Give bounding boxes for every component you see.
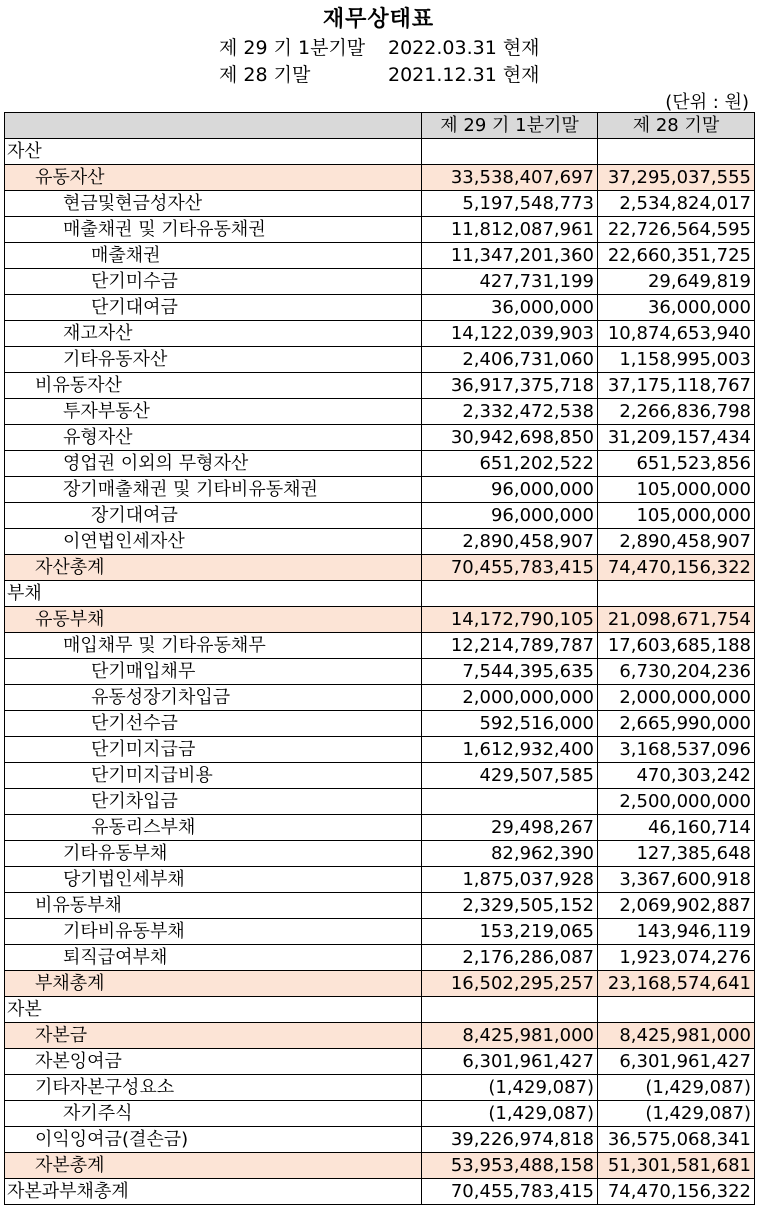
period2-value: 143,946,119 <box>598 919 755 945</box>
account-name: 비유동부채 <box>5 893 422 919</box>
table-row <box>5 945 755 971</box>
table-row <box>5 269 755 295</box>
period1-value <box>422 997 598 1023</box>
table-row <box>5 477 755 503</box>
period1-value: 11,812,087,961 <box>422 217 598 243</box>
period1-value: 36,000,000 <box>422 295 598 321</box>
period2-value: 37,295,037,555 <box>598 165 755 191</box>
account-name: 자본잉여금 <box>5 1049 422 1075</box>
account-name: 자본과부채총계 <box>5 1179 422 1205</box>
period2-value <box>598 139 755 165</box>
table-row <box>5 451 755 477</box>
table-row <box>5 1127 755 1153</box>
period2-value: 105,000,000 <box>598 503 755 529</box>
account-name: 단기선수금 <box>5 711 422 737</box>
period1-value: (1,429,087) <box>422 1101 598 1127</box>
account-name: 매출채권 <box>5 243 422 269</box>
account-name: 자본총계 <box>5 1153 422 1179</box>
period1-value: 1,612,932,400 <box>422 737 598 763</box>
account-name: 이익잉여금(결손금) <box>5 1127 422 1153</box>
period1-value: 7,544,395,635 <box>422 659 598 685</box>
table-row <box>5 607 755 633</box>
period1-value <box>422 139 598 165</box>
period2-value: 22,726,564,595 <box>598 217 755 243</box>
account-name: 장기대여금 <box>5 503 422 529</box>
account-name: 자산총계 <box>5 555 422 581</box>
period1-value: 6,301,961,427 <box>422 1049 598 1075</box>
period1-value: 2,000,000,000 <box>422 685 598 711</box>
period2-value: 10,874,653,940 <box>598 321 755 347</box>
period2-value: 1,158,995,003 <box>598 347 755 373</box>
column-header-period1: 제 29 기 1분기말 <box>422 113 598 139</box>
period1-value <box>422 789 598 815</box>
account-name: 유동부채 <box>5 607 422 633</box>
period1-value: 30,942,698,850 <box>422 425 598 451</box>
account-name: 유동자산 <box>5 165 422 191</box>
period1-value: 33,538,407,697 <box>422 165 598 191</box>
table-row <box>5 815 755 841</box>
account-name: 기타자본구성요소 <box>5 1075 422 1101</box>
period2-value: 17,603,685,188 <box>598 633 755 659</box>
column-header-period2: 제 28 기말 <box>598 113 755 139</box>
table-row <box>5 919 755 945</box>
table-row <box>5 711 755 737</box>
table-row <box>5 997 755 1023</box>
period2-value: 8,425,981,000 <box>598 1023 755 1049</box>
period1-value: 2,176,286,087 <box>422 945 598 971</box>
account-name: 부채총계 <box>5 971 422 997</box>
period1-value: 5,197,548,773 <box>422 191 598 217</box>
table-row <box>5 529 755 555</box>
account-name: 기타유동자산 <box>5 347 422 373</box>
period1-value: 70,455,783,415 <box>422 555 598 581</box>
account-name: 기타비유동부채 <box>5 919 422 945</box>
period1-value: 14,122,039,903 <box>422 321 598 347</box>
period2-value: 127,385,648 <box>598 841 755 867</box>
account-name: 단기미지급금 <box>5 737 422 763</box>
period1-value: 592,516,000 <box>422 711 598 737</box>
table-row <box>5 737 755 763</box>
table-row <box>5 191 755 217</box>
period2-value: 6,301,961,427 <box>598 1049 755 1075</box>
period2-value: 470,303,242 <box>598 763 755 789</box>
period2-label: 제 28 기말 <box>219 64 311 86</box>
account-name: 기타유동부채 <box>5 841 422 867</box>
table-row <box>5 555 755 581</box>
period1-value: 651,202,522 <box>422 451 598 477</box>
table-row <box>5 321 755 347</box>
account-name: 매출채권 및 기타유동채권 <box>5 217 422 243</box>
period1-value: 11,347,201,360 <box>422 243 598 269</box>
account-name: 자산 <box>5 139 422 165</box>
table-row <box>5 1179 755 1205</box>
period2-value: 2,890,458,907 <box>598 529 755 555</box>
account-name: 단기차입금 <box>5 789 422 815</box>
table-row <box>5 295 755 321</box>
period2-value: 31,209,157,434 <box>598 425 755 451</box>
table-row <box>5 763 755 789</box>
period2-value: (1,429,087) <box>598 1101 755 1127</box>
account-name: 단기미지급비용 <box>5 763 422 789</box>
account-name: 현금및현금성자산 <box>5 191 422 217</box>
period2-value: 2,500,000,000 <box>598 789 755 815</box>
table-row <box>5 633 755 659</box>
table-row <box>5 165 755 191</box>
account-name: 단기미수금 <box>5 269 422 295</box>
table-row <box>5 1049 755 1075</box>
table-row <box>5 373 755 399</box>
period2-value: 51,301,581,681 <box>598 1153 755 1179</box>
account-name: 투자부동산 <box>5 399 422 425</box>
period1-value: 82,962,390 <box>422 841 598 867</box>
period1-value: 2,406,731,060 <box>422 347 598 373</box>
statement-title: 재무상태표 <box>322 7 435 32</box>
period1-value: 2,890,458,907 <box>422 529 598 555</box>
period2-value: 46,160,714 <box>598 815 755 841</box>
table-row <box>5 971 755 997</box>
account-name: 영업권 이외의 무형자산 <box>5 451 422 477</box>
account-name: 자본 <box>5 997 422 1023</box>
period1-value: (1,429,087) <box>422 1075 598 1101</box>
unit-label: (단위 : 원) <box>665 92 749 113</box>
table-row <box>5 1153 755 1179</box>
period1-value: 8,425,981,000 <box>422 1023 598 1049</box>
table-row <box>5 893 755 919</box>
period1-value: 96,000,000 <box>422 477 598 503</box>
period1-label: 제 29 기 1분기말 <box>219 37 366 59</box>
account-name: 재고자산 <box>5 321 422 347</box>
account-name: 당기법인세부채 <box>5 867 422 893</box>
period1-value: 29,498,267 <box>422 815 598 841</box>
period2-value: 23,168,574,641 <box>598 971 755 997</box>
period1-value: 70,455,783,415 <box>422 1179 598 1205</box>
period1-value: 16,502,295,257 <box>422 971 598 997</box>
account-name: 이연법인세자산 <box>5 529 422 555</box>
table-row <box>5 867 755 893</box>
table-row <box>5 1101 755 1127</box>
account-name: 매입채무 및 기타유동채무 <box>5 633 422 659</box>
period2-value <box>598 581 755 607</box>
period2-value: 2,266,836,798 <box>598 399 755 425</box>
period1-value: 427,731,199 <box>422 269 598 295</box>
period2-value: 1,923,074,276 <box>598 945 755 971</box>
period1-value: 429,507,585 <box>422 763 598 789</box>
period1-value: 53,953,488,158 <box>422 1153 598 1179</box>
period1-value: 12,214,789,787 <box>422 633 598 659</box>
period2-value: 105,000,000 <box>598 477 755 503</box>
table-row <box>5 685 755 711</box>
table-row <box>5 503 755 529</box>
table-row <box>5 217 755 243</box>
period2-value: 37,175,118,767 <box>598 373 755 399</box>
account-name: 단기매입채무 <box>5 659 422 685</box>
table-row <box>5 789 755 815</box>
period1-value: 2,332,472,538 <box>422 399 598 425</box>
table-row <box>5 347 755 373</box>
period1-value <box>422 581 598 607</box>
account-name: 단기대여금 <box>5 295 422 321</box>
period2-value: 29,649,819 <box>598 269 755 295</box>
period1-value: 2,329,505,152 <box>422 893 598 919</box>
account-name: 장기매출채권 및 기타비유동채권 <box>5 477 422 503</box>
period1-date: 2022.03.31 현재 <box>388 37 540 59</box>
period2-value: 2,000,000,000 <box>598 685 755 711</box>
period2-value: 22,660,351,725 <box>598 243 755 269</box>
account-name: 유동리스부채 <box>5 815 422 841</box>
period2-date: 2021.12.31 현재 <box>388 64 540 86</box>
period1-value: 36,917,375,718 <box>422 373 598 399</box>
period2-value: 3,367,600,918 <box>598 867 755 893</box>
table-row <box>5 841 755 867</box>
table-row <box>5 659 755 685</box>
account-name: 유동성장기차입금 <box>5 685 422 711</box>
period2-value: 74,470,156,322 <box>598 1179 755 1205</box>
account-name: 자기주식 <box>5 1101 422 1127</box>
period2-value: 2,665,990,000 <box>598 711 755 737</box>
balance-sheet-table <box>4 112 755 1205</box>
account-name: 자본금 <box>5 1023 422 1049</box>
table-row <box>5 1075 755 1101</box>
table-row <box>5 425 755 451</box>
period2-value: (1,429,087) <box>598 1075 755 1101</box>
period1-value: 1,875,037,928 <box>422 867 598 893</box>
period2-value <box>598 997 755 1023</box>
period2-value: 74,470,156,322 <box>598 555 755 581</box>
period1-value: 14,172,790,105 <box>422 607 598 633</box>
table-row <box>5 139 755 165</box>
period2-value: 651,523,856 <box>598 451 755 477</box>
account-name: 비유동자산 <box>5 373 422 399</box>
table-row <box>5 243 755 269</box>
period2-value: 2,534,824,017 <box>598 191 755 217</box>
table-header-row <box>5 113 755 139</box>
account-name: 부채 <box>5 581 422 607</box>
column-header-account <box>5 113 422 139</box>
account-name: 퇴직급여부채 <box>5 945 422 971</box>
period1-value: 96,000,000 <box>422 503 598 529</box>
period2-value: 36,000,000 <box>598 295 755 321</box>
period1-value: 39,226,974,818 <box>422 1127 598 1153</box>
period2-value: 2,069,902,887 <box>598 893 755 919</box>
table-row <box>5 1023 755 1049</box>
period2-value: 6,730,204,236 <box>598 659 755 685</box>
period2-value: 36,575,068,341 <box>598 1127 755 1153</box>
period2-value: 3,168,537,096 <box>598 737 755 763</box>
account-name: 유형자산 <box>5 425 422 451</box>
table-row <box>5 399 755 425</box>
period2-value: 21,098,671,754 <box>598 607 755 633</box>
period1-value: 153,219,065 <box>422 919 598 945</box>
table-row <box>5 581 755 607</box>
